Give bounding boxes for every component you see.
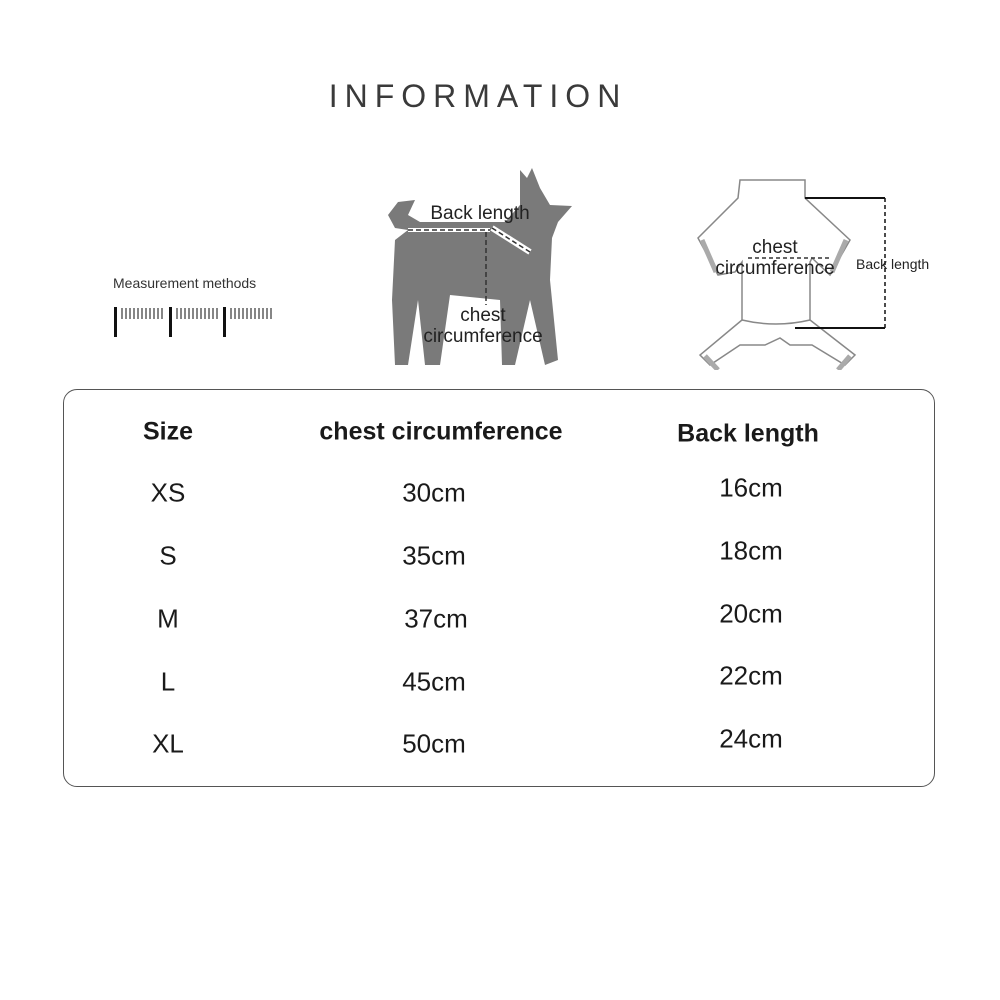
back-length-cell: 20cm bbox=[719, 598, 783, 629]
dog-back-length-label: Back length bbox=[430, 203, 530, 224]
header-size: Size bbox=[142, 417, 194, 446]
back-length-cell: 18cm bbox=[719, 535, 783, 566]
ruler-icon bbox=[113, 305, 278, 340]
dog-chest-label: chest bbox=[460, 305, 506, 326]
garment-circumference-label: circumference bbox=[715, 258, 835, 279]
size-table bbox=[63, 389, 935, 787]
size-cell: M bbox=[157, 603, 179, 634]
chest-cell: 45cm bbox=[402, 666, 466, 697]
dog-circumference-label: circumference bbox=[423, 326, 543, 347]
chest-cell: 50cm bbox=[402, 728, 466, 759]
garment-chest-label: chest bbox=[752, 237, 798, 258]
page-title: INFORMATION bbox=[328, 78, 628, 114]
header-chest: chest circumference bbox=[319, 417, 563, 446]
chest-cell: 37cm bbox=[404, 603, 468, 634]
back-length-cell: 24cm bbox=[719, 723, 783, 754]
size-cell: L bbox=[160, 666, 176, 697]
header-back-length: Back length bbox=[677, 419, 819, 448]
size-cell: S bbox=[159, 540, 177, 571]
size-cell: XS bbox=[150, 477, 186, 508]
measurement-methods-label: Measurement methods bbox=[113, 275, 257, 291]
chest-cell: 35cm bbox=[402, 540, 466, 571]
size-cell: XL bbox=[152, 728, 184, 759]
chest-cell: 30cm bbox=[402, 477, 466, 508]
garment-back-length-label: Back length bbox=[856, 256, 930, 272]
back-length-cell: 16cm bbox=[719, 472, 783, 503]
back-length-cell: 22cm bbox=[719, 660, 783, 691]
